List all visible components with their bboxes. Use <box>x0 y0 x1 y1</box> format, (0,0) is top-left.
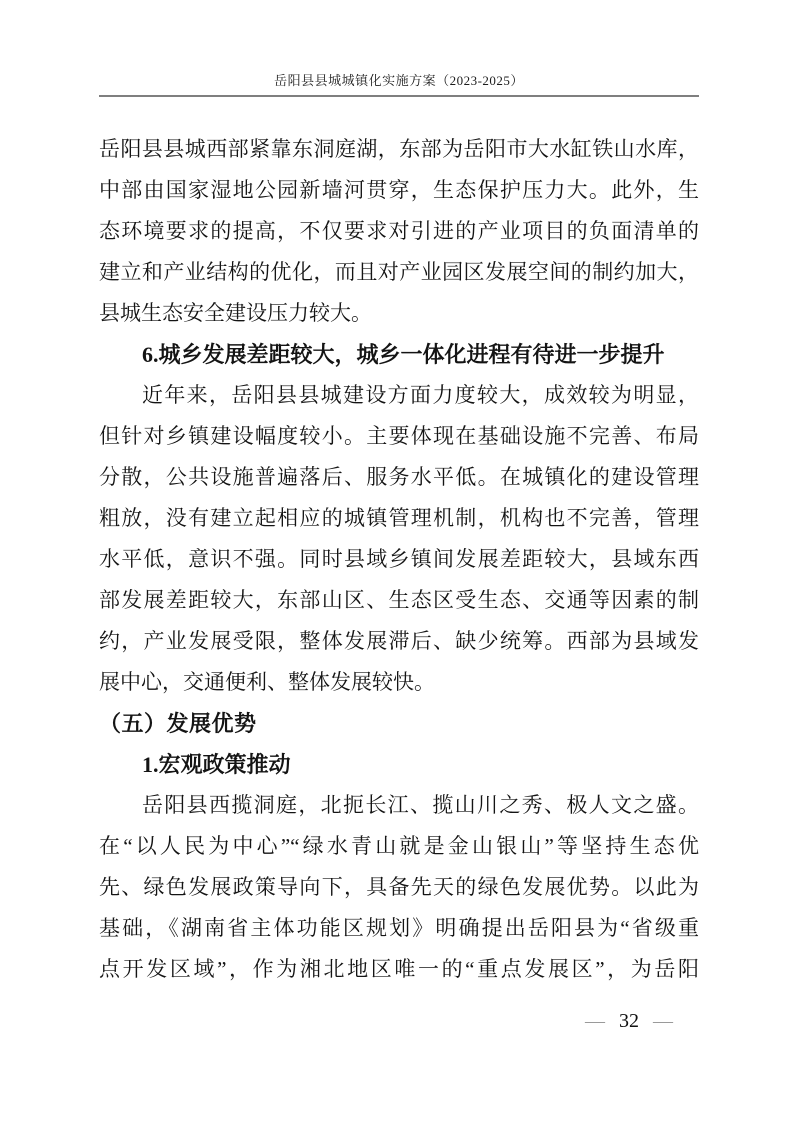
body-text-line: 先、绿色发展政策导向下，具备先天的绿色发展优势。以此为 <box>99 875 699 899</box>
body-text-line: 约，产业发展受限，整体发展滞后、缺少统筹。西部为县域发 <box>99 629 699 653</box>
body-text-line: 县城生态安全建设压力较大。 <box>99 301 372 325</box>
body-text-line: 部发展差距较大，东部山区、生态区受生态、交通等因素的制 <box>99 588 699 612</box>
section-heading: 6.城乡发展差距较大，城乡一体化进程有待进一步提升 <box>142 342 665 367</box>
body-text-line: 分散，公共设施普遍落后、服务水平低。在城镇化的建设管理 <box>99 465 699 489</box>
page-header <box>99 0 699 97</box>
document-body <box>99 129 699 990</box>
body-text-line: 岳阳县县城西部紧靠东洞庭湖，东部为岳阳市大水缸铁山水库， <box>99 137 699 161</box>
body-text-line: 中部由国家湿地公园新墙河贯穿，生态保护压力大。此外，生 <box>99 178 699 202</box>
body-text-line: 近年来，岳阳县县城建设方面力度较大，成效较为明显， <box>142 383 699 407</box>
page-number-group <box>585 1006 673 1036</box>
header-title: 岳阳县县城城镇化实施方案（2023-2025） <box>274 73 524 88</box>
body-text-line: 在“以人民为中心”“绿水青山就是金山银山”等坚持生态优 <box>99 834 699 858</box>
body-text-line: 建立和产业结构的优化，而且对产业园区发展空间的制约加大， <box>99 260 699 284</box>
body-text-line: 但针对乡镇建设幅度较小。主要体现在基础设施不完善、布局 <box>99 424 699 448</box>
body-text-line: 基础，《湖南省主体功能区规划》明确提出岳阳县为“省级重 <box>99 916 699 940</box>
body-text-line: 岳阳县西揽洞庭，北扼长江、揽山川之秀、极人文之盛。 <box>142 793 699 817</box>
page-number: 32 <box>619 1010 639 1032</box>
section-heading: （五）发展优势 <box>99 711 257 736</box>
footer-dash-right: — <box>653 1010 673 1032</box>
footer-dash-left: — <box>585 1010 605 1032</box>
body-text-line: 展中心，交通便利、整体发展较快。 <box>99 670 435 694</box>
body-text-line: 粗放，没有建立起相应的城镇管理机制，机构也不完善，管理 <box>99 506 699 530</box>
body-text-line: 点开发区域”，作为湘北地区唯一的“重点发展区”，为岳阳 <box>99 957 699 981</box>
body-text-line: 态环境要求的提高，不仅要求对引进的产业项目的负面清单的 <box>99 219 699 243</box>
section-heading: 1.宏观政策推动 <box>142 752 291 777</box>
page-footer <box>0 1006 794 1036</box>
body-text-line: 水平低，意识不强。同时县域乡镇间发展差距较大，县域东西 <box>99 547 699 571</box>
